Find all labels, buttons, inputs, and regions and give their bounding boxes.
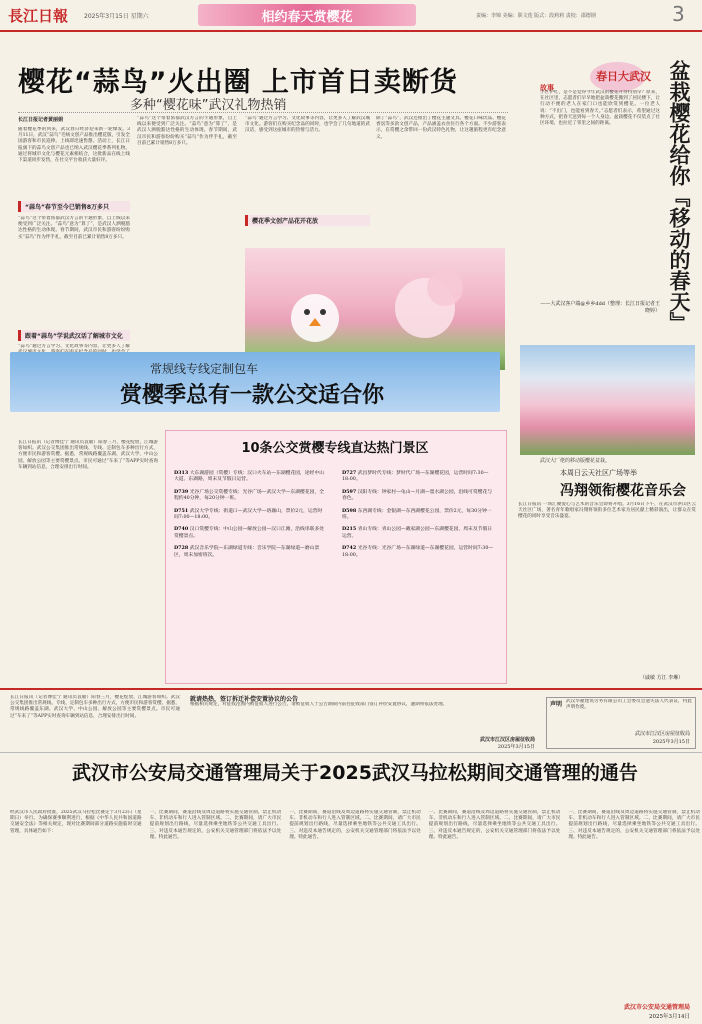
route-desc: 东西湖专线：金银湖—东西湖樱花公园，票价2元，每30分钟一班。 xyxy=(342,508,492,521)
story-headline: 盆栽樱花给你『移动的春天』 xyxy=(667,60,691,333)
route-desc: 大东湖游园（赏樱）专线：汉口火车站—东湖樱花园，途经中山大道、东湖路，周末及节假日运营。 xyxy=(174,471,325,483)
routes-right xyxy=(342,470,496,680)
route-item xyxy=(174,526,326,540)
route-item xyxy=(174,470,326,484)
bonsai-sakura-photo xyxy=(520,345,695,455)
route-item xyxy=(342,508,496,522)
article1-col3 xyxy=(245,116,370,226)
route-desc: 汉口赏樱专线：中山公园—解放公园—汉口江滩，沿线串联多处赏樱景点。 xyxy=(174,527,325,539)
route-id: D215 xyxy=(342,526,357,533)
bus-body: 长江日报讯（记者傅佳宁 通讯员袁敏）阳春三月，樱花绽放，江城游客如织。武汉公交集团推出常规线、专线、定制包车多种出行方式，方便市民和游客赏樱。据悉，常规线路覆盖东湖、武汉大学、中山公园、解放公园等主要赏樱景点。市民可通过“车来了”等APP实时查询车辆到站信息，合理安排出行时间。 xyxy=(18,440,158,470)
section-heading: 跟着“蒜鸟”学说武汉话了解城市文化 xyxy=(18,330,130,341)
route-desc: 汉阳专线：钟家村—龟山—月湖—墨水湖公园，沿线可赏樱花与春色。 xyxy=(342,489,493,502)
body-text: 除了“蒜鸟”，武汉还推出了樱花主题文具、樱花口味饮品、樱花香氛等多款文创产品，产品涵盖衣食住行各个方面。不少游客表示，在赏樱之余带回一份武汉特色礼物，让这趟旅程更有纪念意义。 xyxy=(376,116,506,140)
route-item xyxy=(342,526,496,540)
route-desc: 武汉音乐学院—东湖绿道专线：音乐学院—东湖绿道—磨山景区，周末加密班次。 xyxy=(174,546,320,558)
body-text: “蒜鸟”通过方言学习、文化故事等内容，让更多人了解 xyxy=(18,344,130,349)
route-id: D740 xyxy=(174,526,189,533)
body-text: “蒜鸟”这个带着浓郁武汉方言的卡通形象，自上线以来便受到广泛关注。“蒜鸟”意为“算了”，是武汉人洒脱豁达性格的生动体现。春节期间，武汉市民和游客纷纷购买“蒜鸟”作为伴手礼，截至目前已累计销售8万多只。 xyxy=(137,116,237,146)
music-headline: 冯翔领衔樱花音乐会 xyxy=(560,483,686,499)
music-body: 长江日报讯 一场汇聚爱心与艺术的音乐会即将开唱。3月16日下午，在武汉市洪山区云天社区广场，著名青年歌唱家冯翔将领衔多位艺术家为居民献上精彩演出，让群众在赏樱花的同时享受音乐盛宴。 xyxy=(518,502,696,520)
strip-body: 根据相关规定，对征收范围内被征收人进行公告，请被征收人于公告期限内前往征收部门签订补偿安置协议，逾期将依法处理。 xyxy=(190,702,448,707)
route-id: D313 xyxy=(174,470,189,476)
notice-org: 武汉市公安局交通管理局 xyxy=(623,1004,690,1011)
masthead-logo: 長江日報 xyxy=(8,7,69,25)
route-item xyxy=(174,489,326,503)
route-desc: 光谷专线：光谷广场—东湖绿道—东湖樱花园，运营时间7:30—18:00。 xyxy=(342,546,494,558)
body-text: 随着樱花季的到来，武汉春日经济迎来新一轮爆发。3月11日，武汉“蒜鸟”毛绒文创产品推出樱花版，引发全国游客和市民追捧。上线即迅速售罄。活动上，长江日报旗下的蒜鸟文创产品也已纳入武汉樱花季系列礼物。通过将城市文化与樱花元素相结合，这批新品在线上线下渠道同步发售，在社交平台收获大量好评。 xyxy=(18,127,130,164)
strip-left-text: 长江日报讯（记者傅佳宁 通讯员袁敏）阳春三月，樱花绽放，江城游客如织。武汉公交集团推出常规线、专线、定制包车多种出行方式，方便市民和游客赏樱。据悉，常规线路覆盖东湖、武汉大学、中山公园、解放公园等主要赏樱景点。市民可通过“车来了”等APP实时查询车辆到站信息，合理安排出行时间。 xyxy=(10,695,180,719)
notice-headline: 武汉市公安局交通管理局关于2025武汉马拉松期间交通管理的通告 xyxy=(72,762,638,784)
route-item xyxy=(342,545,496,559)
section-heading: “蒜鸟”春节至今已销售8万多只 xyxy=(18,201,130,212)
article1-col4 xyxy=(376,116,506,244)
notice-col: 一、比赛期间，赛道沿线及周边道路将实施交通管制，禁止机动车、非机动车和行人进入管制区域。二、比赛期间，请广大市民提前规划出行路线，尽量选择乘坐地铁等公共交通工具出行。三、对违反本通告规定的，公安机关交通管理部门将依法予以处理。特此通告。 xyxy=(289,810,421,840)
issue-date: 2025年3月15日 星期六 xyxy=(84,13,149,20)
music-kicker: 本周日云天社区广场等举 xyxy=(560,469,637,477)
route-desc: 武昌梦时代专线：梦时代广场—东湖樱花园，运营时间7:30—18:00。 xyxy=(342,471,489,483)
route-id: D727 xyxy=(342,470,357,476)
body-text: “蒜鸟”这个带着浓郁武汉方言的卡通形象，自上线以来便受到广泛关注。“蒜鸟”意为“算了”，是武汉人洒脱豁达性格的生动体现。春节期间，武汉市民和游客纷纷购买“蒜鸟”作为伴手礼，截至目前已累计销售8万多只。 xyxy=(18,216,130,240)
main-headline: 樱花“蒜鸟”火出圈 上市首日卖断货 xyxy=(18,67,458,98)
strip-date: 2025年3月15日 xyxy=(497,744,535,750)
route-desc: 武汉大学专线：街道口—武汉大学—珞珈山，票价2元，运营时间7:00—18:00。 xyxy=(174,508,323,521)
notice-col: 一、比赛期间，赛道沿线及周边道路将实施交通管制，禁止机动车、非机动车和行人进入管制区域。二、比赛期间，请广大市民提前规划出行路线，尽量选择乘坐地铁等公共交通工具出行。三、对违反本通告规定的，公安机关交通管理部门将依法予以处理。特此通告。 xyxy=(568,810,700,840)
routes-left xyxy=(174,470,326,680)
strip-org: 武汉市江汉区房屋征收局 xyxy=(479,737,535,743)
route-desc: 青山专线：青山公园—戴家湖公园—东湖樱花园，周末及节假日运营。 xyxy=(342,527,493,539)
main-subheadline: 多种“樱花味”武汉礼物热销 xyxy=(130,98,287,113)
route-item xyxy=(174,508,326,522)
route-item xyxy=(342,470,496,484)
notice-columns xyxy=(10,810,700,1010)
section-banner-title: 相约春天赏樱花 xyxy=(261,10,353,25)
byline: 长江日报记者黄丽娟 xyxy=(18,117,64,123)
route-id: D751 xyxy=(174,507,189,514)
page-number: 3 xyxy=(672,2,685,26)
route-desc: 光谷广场公交赏樱专线：光谷广场—武汉大学—东湖樱花园，全程约40分钟，每20分钟一班。 xyxy=(174,489,325,502)
routes-title: 10条公交赏樱专线直达热门景区 xyxy=(241,441,429,456)
route-item xyxy=(342,489,496,503)
story-tag: 春日大武汉 xyxy=(596,70,651,83)
route-item xyxy=(174,545,326,559)
section-heading: 樱花季文创产品花开花放 xyxy=(245,215,370,226)
notice-org: 武汉市江汉区房屋征收局 xyxy=(634,731,690,737)
article1-col1 xyxy=(18,116,130,362)
notice-title: 声明 xyxy=(550,701,563,708)
bus-kicker: 常规线专线定制包车 xyxy=(150,362,259,376)
notice-col: 经武汉市人民政府批准，2025武汉马拉松比赛定于3月23日（星期日）举行。为确保赛事顺利进行，根据《中华人民共和国道路交通安全法》等相关规定，现对比赛期间部分道路实施临时交通管理，具体通告如下： xyxy=(10,810,142,834)
divider xyxy=(18,112,508,113)
story-signoff: ——大武汉客户端@乡乡ddd（整理：长江日报记者王晓婷） xyxy=(540,301,660,314)
notice-body: 武汉华麓建筑劳务有限公司工会委员会遗失法人代表证，特此声明作废。 xyxy=(566,699,692,711)
article1-col2 xyxy=(137,116,237,348)
notice-date: 2025年3月14日 xyxy=(649,1014,690,1020)
photo-caption: 武汉大厂佬的移动版樱花盆栽。 xyxy=(540,458,611,464)
route-id: D742 xyxy=(342,545,357,552)
divider xyxy=(0,752,702,753)
notice-date: 2025年3月15日 xyxy=(652,739,690,745)
route-id: D598 xyxy=(342,507,357,514)
strip-headline: 就请热热，签订拆迁补偿安置协议的公告 xyxy=(190,696,299,703)
music-signoff: （戚敏 方江 李琳） xyxy=(640,675,684,681)
notice-col: 一、比赛期间，赛道沿线及周边道路将实施交通管制，禁止机动车、非机动车和行人进入管制区域。二、比赛期间，请广大市民提前规划出行路线，尽量选择乘坐地铁等公共交通工具出行。三、对违反本通告规定的，公安机关交通管理部门将依法予以处理。特此通告。 xyxy=(149,810,282,840)
body-text: “蒜鸟”通过方言学习、文化故事等内容，让更多人了解武汉城市文化。游客们在购买纪念品的同时，也学会了几句地道的武汉话，感受到这座城市的热情与活力。 xyxy=(245,116,370,134)
story-label: 故事 xyxy=(540,83,554,92)
section-divider xyxy=(0,688,702,690)
story-body: 小区伊红，是不是觉得今年武汉的樱花开得特别早？原来，在社区里，志愿者们早早地把盆栽樱花搬到了居民楼下，让行动不便的老人在家门口也能欣赏到樱花。一位老人说：“不出门，也能看到春天。”志愿者们表示，希望通过这种方式，把春天送到每一个人身边。盆栽樱花不仅装点了社区环境，也拉近了邻里之间的距离。 xyxy=(540,90,660,127)
notice-col: 一、比赛期间，赛道沿线及周边道路将实施交通管制，禁止机动车、非机动车和行人进入管制区域。二、比赛期间，请广大市民提前规划出行路线，尽量选择乘坐地铁等公共交通工具出行。三、对违反本通告规定的，公安机关交通管理部门将依法予以处理。特此通告。 xyxy=(428,810,561,840)
route-id: D597 xyxy=(342,488,357,495)
route-id: D728 xyxy=(174,545,189,552)
bus-headline: 赏樱季总有一款公交适合你 xyxy=(120,383,385,408)
route-id: D739 xyxy=(174,488,189,495)
editors-line: 责编：李锦 美编：职文莲 版式：段莉莉 责校：邵德钢 xyxy=(476,13,596,19)
